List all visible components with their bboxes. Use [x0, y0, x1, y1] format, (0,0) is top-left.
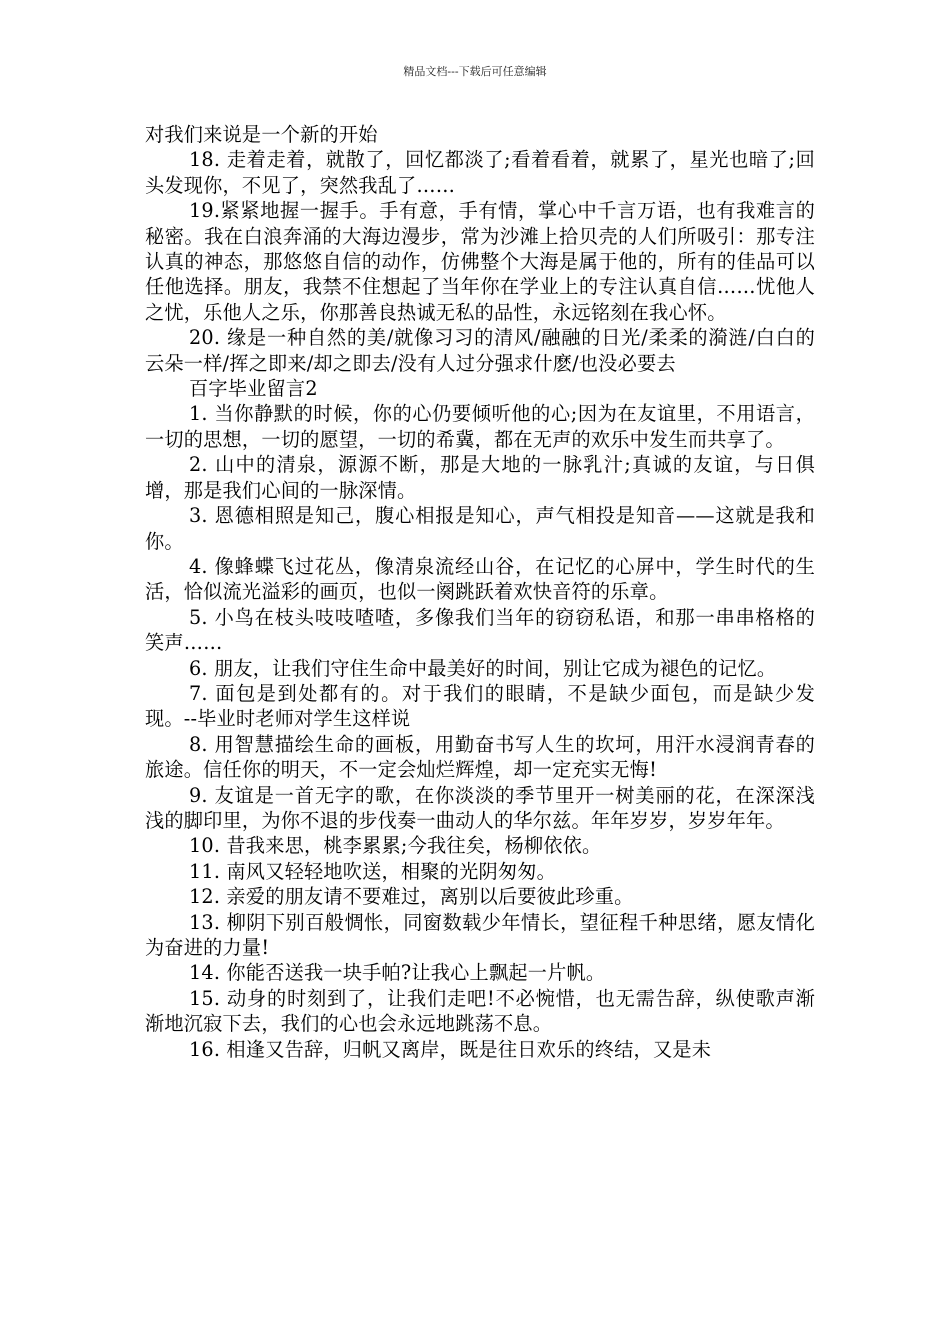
- paragraph-item-10: 10. 昔我来思，桃李累累;今我往矣，杨柳依依。: [189, 834, 602, 858]
- paragraph-item-1: 1. 当你静默的时候，你的心仍要倾听他的心;因为在友谊里，不用语言，一切的思想，一切的愿望，一切的希冀，都在无声的欢乐中发生而共享了。: [145, 402, 815, 451]
- paragraph-item-19: 19.紧紧地握一握手。手有意，手有情，掌心中千言万语，也有我难言的秘密。我在白浪奔涌的大海边漫步，常为沙滩上拾贝壳的人们所吸引：那专注认真的神态，那悠悠自信的动作，仿佛整个大海是属于他的，所有的佳品可以任他选择。朋友，我禁不住想起了当年你在学业上的专注认真自信……忧他人之忧，乐他人之乐，你那善良热诚无私的品性，永远铭刻在我心怀。: [145, 199, 815, 324]
- paragraph-item-6: 6. 朋友，让我们守住生命中最美好的时间，别让它成为褪色的记忆。: [189, 656, 777, 680]
- paragraph-item-9: 9. 友谊是一首无字的歌，在你淡淡的季节里开一树美丽的花，在深深浅浅的脚印里，为你不退的步伐奏一曲动人的华尔兹。年年岁岁，岁岁年年。: [145, 783, 815, 832]
- paragraph-item-16: 16. 相逢又告辞，归帆又离岸，既是往日欢乐的终结，又是未: [189, 1037, 712, 1061]
- paragraph-item-14: 14. 你能否送我一块手帕?让我心上飘起一片帆。: [189, 961, 606, 985]
- paragraph-continuation: 对我们来说是一个新的开始: [145, 123, 378, 146]
- paragraph-item-5: 5. 小鸟在枝头吱吱喳喳，多像我们当年的窃窃私语，和那一串串格格的笑声……: [145, 605, 815, 655]
- paragraph-item-2: 2. 山中的清泉，源源不断，那是大地的一脉乳汁;真诚的友谊，与日俱增，那是我们心间的一脉深情。: [145, 453, 815, 502]
- section-heading: 百字毕业留言2: [189, 377, 318, 401]
- page-header: 精品文档---下载后可任意编辑: [403, 65, 547, 78]
- paragraph-item-8: 8. 用智慧描绘生命的画板，用勤奋书写人生的坎坷，用汗水浸润青春的旅途。信任你的明天，不一定会灿烂辉煌，却一定充实无悔!: [145, 732, 815, 782]
- paragraph-item-12: 12. 亲爱的朋友请不要难过，离别以后要彼此珍重。: [189, 885, 634, 909]
- paragraph-item-20: 20. 缘是一种自然的美/就像习习的清风/融融的日光/柔柔的漪涟/白白的云朵一样/挥之即来/却之即去/没有人过分强求什麽/也没必要去: [145, 326, 815, 375]
- paragraph-item-7: 7. 面包是到处都有的。对于我们的眼睛，不是缺少面包，而是缺少发现。--毕业时老师对学生这样说: [145, 681, 815, 731]
- paragraph-item-15: 15. 动身的时刻到了，让我们走吧!不必惋惜，也无需告辞，纵使歌声渐渐地沉寂下去，我们的心也会永远地跳荡不息。: [145, 986, 815, 1036]
- paragraph-item-13: 13. 柳阴下别百般惆怅，同窗数载少年情长，望征程千种思绪，愿友情化为奋进的力量!: [145, 910, 815, 959]
- paragraph-item-3: 3. 恩德相照是知己，腹心相报是知心，声气相投是知音——这就是我和你。: [145, 504, 815, 553]
- paragraph-item-18: 18. 走着走着，就散了，回忆都淡了;看着看着，就累了，星光也暗了;回头发现你，不见了，突然我乱了……: [145, 148, 815, 197]
- paragraph-item-11: 11. 南风又轻轻地吹送，相聚的光阴匆匆。: [189, 859, 557, 883]
- document-body: [145, 122, 815, 1062]
- paragraph-item-4: 4. 像蜂蝶飞过花丛，像清泉流经山谷，在记忆的心屏中，学生时代的生活，恰似流光溢彩的画页，也似一阕跳跃着欢快音符的乐章。: [145, 554, 815, 604]
